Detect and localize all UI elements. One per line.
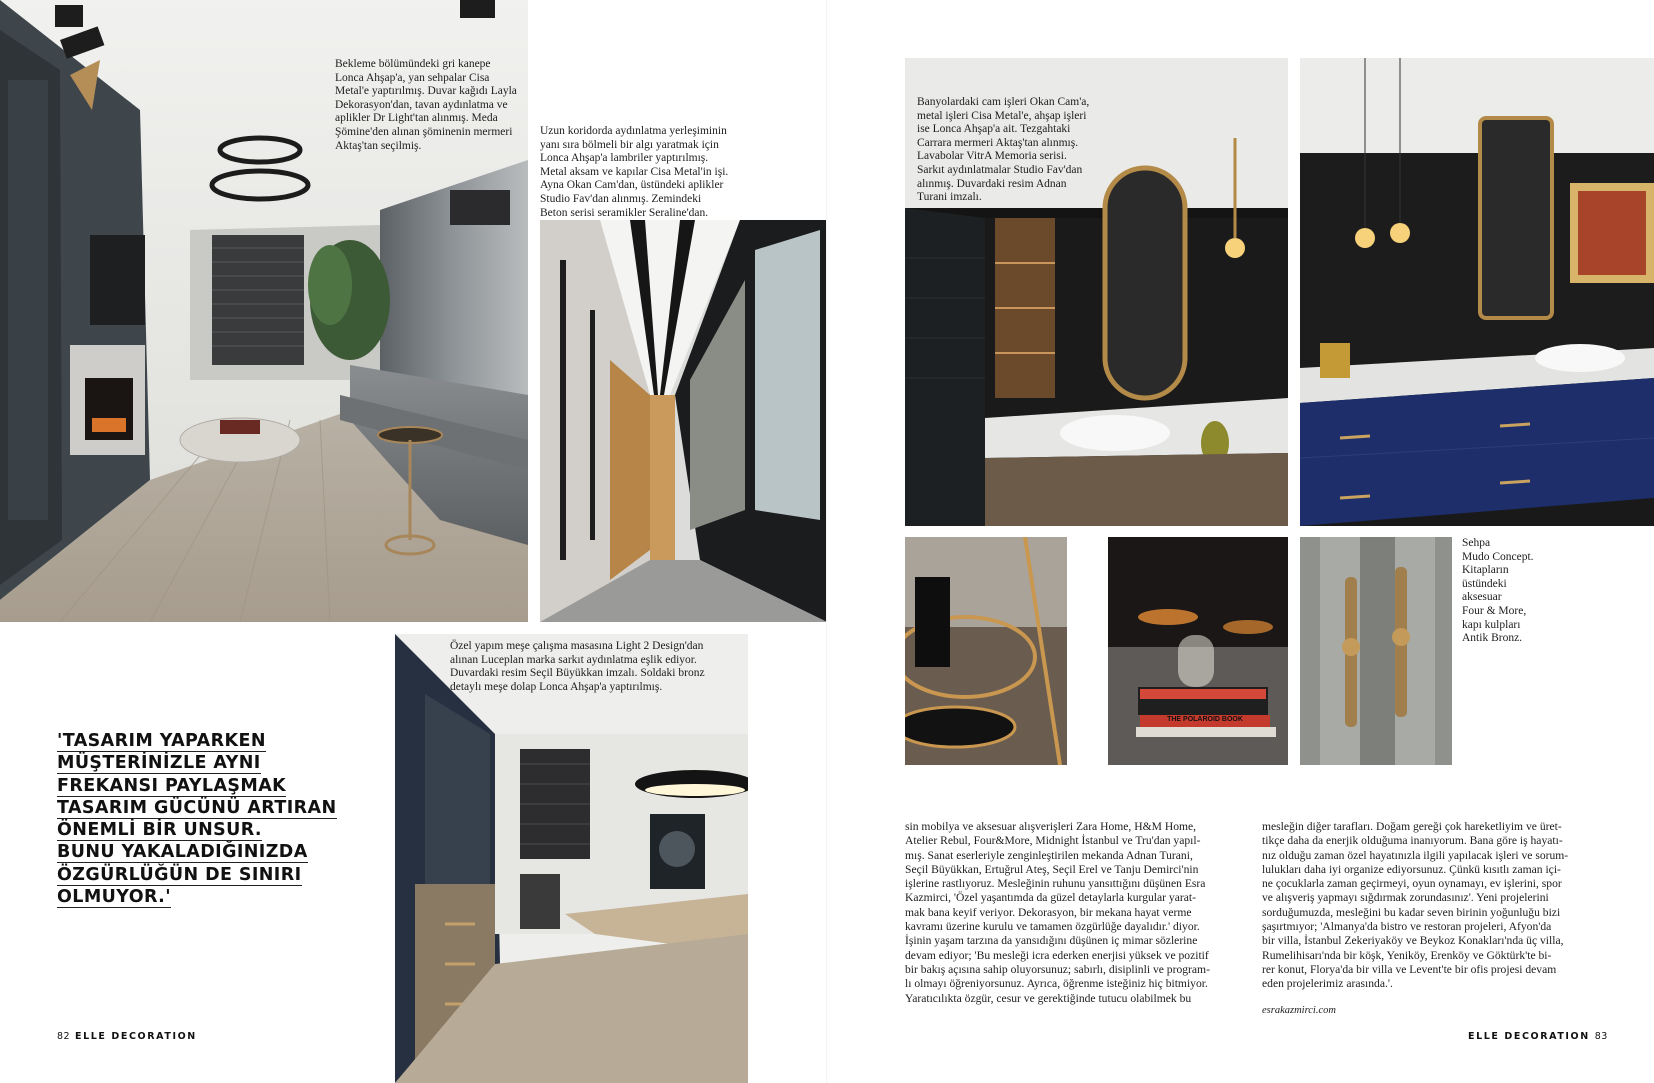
caption-details: Sehpa Mudo Concept. Kitapların üstündeki aksesuar Four & More, kapı kulpları Antik Bronz. (1462, 537, 1534, 645)
folio-right (1468, 1031, 1608, 1042)
study-photo (395, 634, 748, 1083)
books-detail-photo (1108, 537, 1288, 765)
pull-quote-line: TASARIM GÜCÜNÜ ARTIRAN (57, 797, 337, 818)
caption-corridor: Uzun koridorda aydınlatma yerleşiminin yanı sıra bölmeli bir algı yaratmak için Lonca Ahşap'a lambriler yaptırılmış. Metal aksam ve kapılar Cisa Metal'in işi. Ayna Okan Cam'dan, üstündeki aplikler Studio Fav'dan alınmış. Zemindeki Beton serisi seramikler Seraline'dan. (540, 125, 729, 219)
pull-quote-line: ÖNEMLİ BİR UNSUR. (57, 820, 262, 841)
page-gutter (826, 0, 828, 1083)
caption-study: Özel yapım meşe çalışma masasına Light 2 Design'dan alınan Luceplan marka sarkıt aydınlatma eşlik ediyor. Duvardaki resim Seçil Büyükkan imzalı. Soldaki bronz detaylı meşe dolap Lonca Ahşap'a yaptırılmış. (450, 640, 705, 693)
folio-left (57, 1031, 197, 1042)
pull-quote-line: MÜŞTERİNİZLE AYNI (57, 753, 261, 774)
pull-quote-line: BUNU YAKALADIĞINIZDA (57, 842, 308, 863)
pull-quote-line: FREKANSI PAYLAŞMAK (57, 775, 287, 796)
polaroid-book-title: THE POLAROID BOOK (1167, 716, 1243, 723)
pull-quote-line: ÖZGÜRLÜĞÜN DE SINIRI (57, 864, 302, 885)
body-column-2: mesleğin diğer tarafları. Doğam gereği çok hareketliyim ve üret- tikçe daha da enerjik olduğuma inanıyorum. Bana göre iş hayatı- nız olduğu zaman özel hayatınızla ilgili yapılacak işleri ve sorum- lulukları daha iyi organize ediyorsunuz. Çünkü kısıtlı zaman içi- ne çocuklarla zaman geçirmeyi, oyun oynamayı, ev işlerini, spor ve alışveriş yapmayı sığdırmak zorundasınız'. Yeni projelerini sorduğumuzda, mesleğini bu kadar seven birinin yoğunluğu bizi şaşırtmıyor; 'Almanya'da bistro ve restoran projeleri, Afyon'da bir villa, İstanbul Zekeriyaköy ve Beykoz Konakları'nda üç villa, Rumelihisarı'nda bir köşk, Yeniköy, Erenköy ve Göktürk'te bi- rer konut, Florya'da bir villa ve Levent'te bir ofis projesi devam eden projelerimiz arasında.'. (1262, 820, 1569, 991)
bathroom-right-photo (1300, 58, 1654, 526)
page-number-left: 82 (57, 1031, 71, 1042)
caption-bathroom: Banyolardaki cam işleri Okan Cam'a, metal işleri Cisa Metal'e, ahşap işleri ise Lonca Ahşap'a ait. Tezgahtaki Carrara mermeri Aktaş'tan alınmış. Lavabolar VitrA Memoria serisi. Sarkıt aydınlatmalar Studio Fav'dan alınmış. Duvardaki resim Adnan Turani imzalı. (917, 96, 1090, 204)
magazine-name-right: ELLE DECORATION (1468, 1031, 1590, 1042)
door-handles-detail-photo (1300, 537, 1452, 765)
body-column-1: sin mobilya ve aksesuar alışverişleri Zara Home, H&M Home, Atelier Rebul, Four&More, Midnight İstanbul ve Tru'dan yapıl- mış. Sanat eserleriyle zenginleştirilen mekanda Adnan Turani, Seçil Büyükkan, Ertuğrul Ateş, Seçil Erel ve Tanju Demirci'nin işlerine rastlıyoruz. Mesleğinin ruhunu yansıttığını düşünen Esra Kazmirci, 'Özel yaşantımda da güzel detaylarla kurgular yarat- mak bana keyif veriyor. Dekorasyon, bir mekana hayat verme kavramı üzerine kurulu ve tamamen özgürlüğe dayalıdır.' diyor. İşinin yaşam tarzına da yansıdığını düşünen iç mimar sözlerine devam ediyor; 'Bu mesleği icra ederken enerjisi yüksek ve pozitif bir bakış açısına sahip oluyorsunuz; sabırlı, disiplinli ve program- lı olmayı öğreniyorsunuz. Ayrıca, öğrenme isteğiniz hiç bitmiyor. Yaratıcılıkta özgür, cesur ve gerektiğinde tutucu olabilmek bu (905, 820, 1210, 1005)
corridor-photo (540, 220, 827, 622)
pull-quote (57, 730, 347, 908)
website-credit: esrakazmirci.com (1262, 1005, 1336, 1016)
bar-cart-detail-photo (905, 537, 1067, 765)
magazine-name-left: ELLE DECORATION (75, 1031, 197, 1042)
caption-waiting-room: Bekleme bölümündeki gri kanepe Lonca Ahşap'a, yan sehpalar Cisa Metal'e yaptırılmış. Duvar kağıdı Layla Dekorasyon'dan, tavan aydınlatma ve aplikler Dr Light'tan alınmış. Meda Şömine'den alınan şöminenin mermeri Aktaş'tan seçilmiş. (335, 58, 517, 152)
page-number-right: 83 (1594, 1031, 1608, 1042)
pull-quote-line: 'TASARIM YAPARKEN (57, 731, 266, 751)
pull-quote-line: OLMUYOR.' (57, 887, 171, 908)
